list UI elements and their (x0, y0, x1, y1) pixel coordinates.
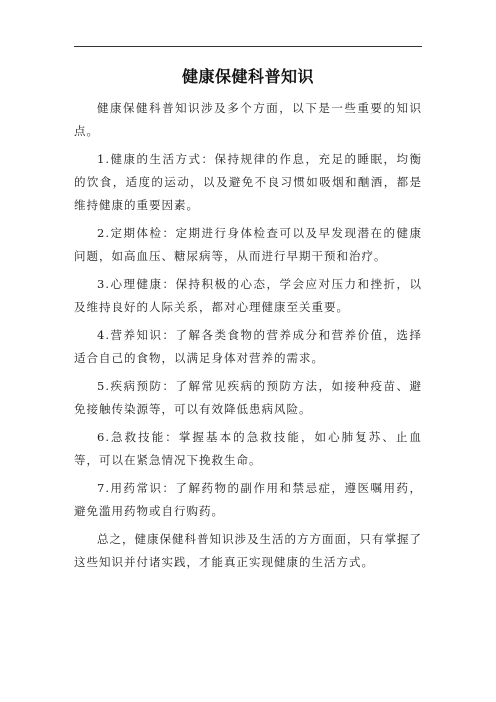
header-rule (74, 46, 422, 47)
paragraph-medication: 7.用药常识：了解药物的副作用和禁忌症，遵医嘱用药，避免滥用药物或自行购药。 (74, 481, 422, 518)
paragraph-checkup: 2.定期体检：定期进行身体检查可以及早发现潜在的健康问题，如高血压、糖尿病等，从而进行早期干预和治疗。 (74, 226, 422, 263)
paragraph-lifestyle: 1.健康的生活方式：保持规律的作息，充足的睡眠，均衡的饮食，适度的运动，以及避免不良习惯如吸烟和酗酒，都是维持健康的重要因素。 (74, 152, 422, 212)
document-title: 健康保健科普知识 (181, 67, 314, 86)
intro-paragraph: 健康保健科普知识涉及多个方面，以下是一些重要的知识点。 (74, 101, 422, 138)
paragraph-first-aid: 6.急救技能：掌握基本的急救技能，如心肺复苏、止血等，可以在紧急情况下挽救生命。 (74, 430, 422, 467)
document-body (74, 97, 422, 579)
conclusion-paragraph: 总之，健康保健科普知识涉及生活的方方面面，只有掌握了这些知识并付诸实践，才能真正实现健康的生活方式。 (74, 532, 422, 569)
paragraph-disease-prevention: 5.疾病预防：了解常见疾病的预防方法，如接种疫苗、避免接触传染源等，可以有效降低患病风险。 (74, 379, 422, 416)
paragraph-nutrition: 4.营养知识：了解各类食物的营养成分和营养价值，选择适合自己的食物，以满足身体对营养的需求。 (74, 328, 422, 365)
paragraph-mental-health: 3.心理健康：保持积极的心态，学会应对压力和挫折，以及维持良好的人际关系，都对心理健康至关重要。 (74, 277, 422, 314)
